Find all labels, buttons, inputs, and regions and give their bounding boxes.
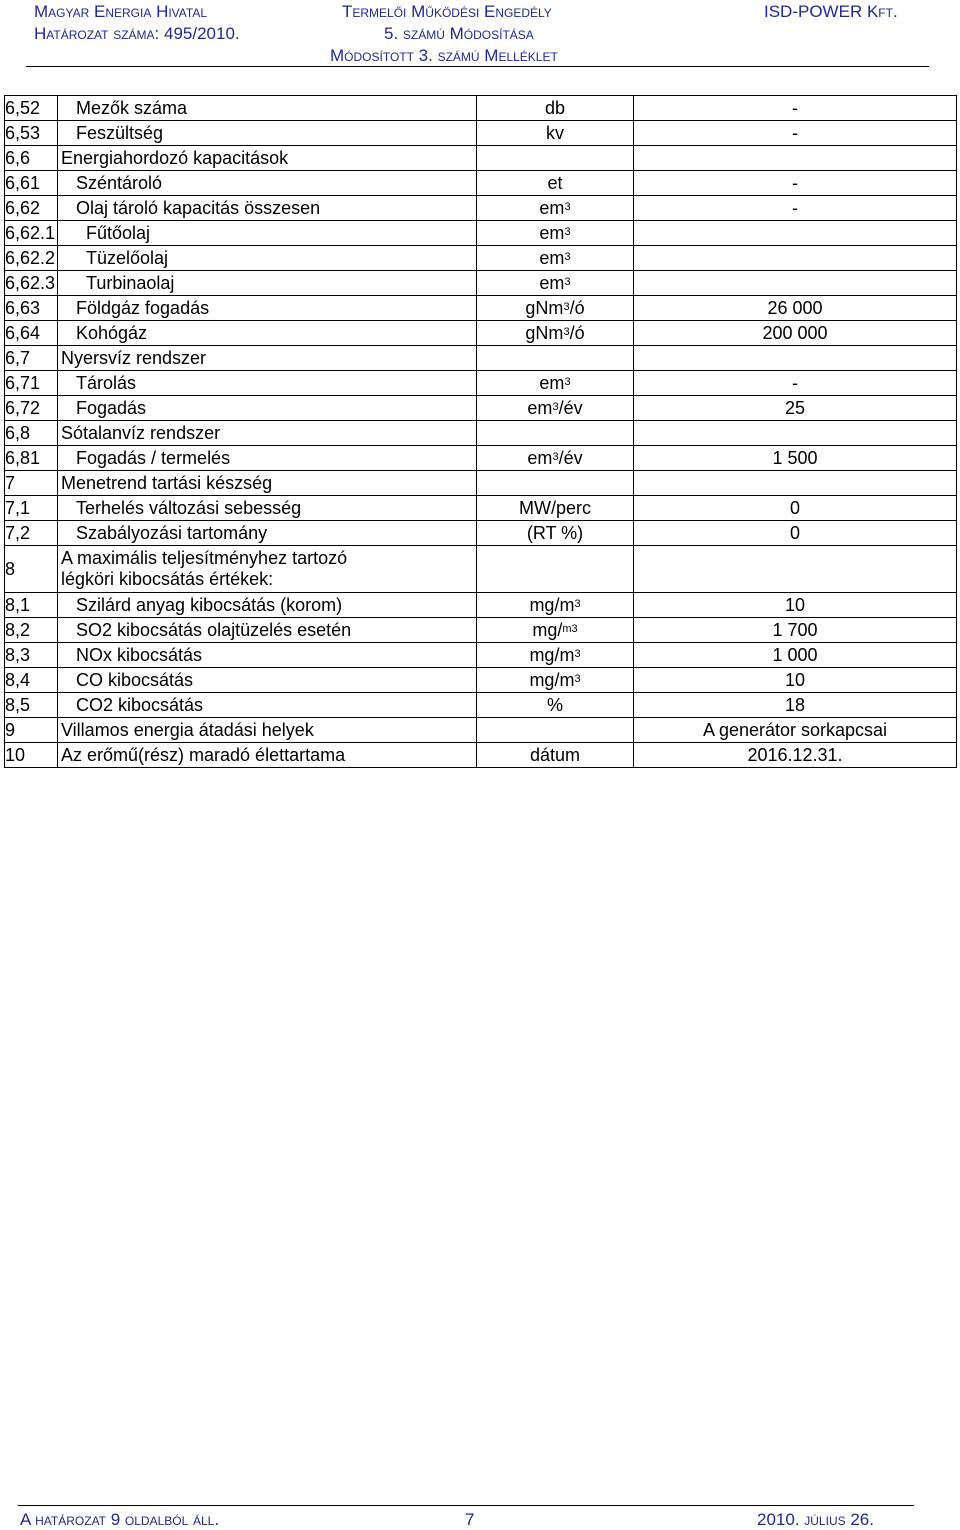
unit-text: em [539,223,565,243]
decision-number: Határozat száma: 495/2010. [34,24,240,43]
row-number: 7 [5,471,58,496]
row-number: 6,7 [5,346,58,371]
unit-superscript: 3 [552,401,559,413]
row-number: 6,62 [5,196,58,221]
row-name-line1: A maximális teljesítményhez tartozó [61,548,348,569]
unit-superscript: 3 [574,648,581,660]
table-row [5,146,957,171]
header-decision-number [34,24,240,44]
unit-text: em [539,198,565,218]
unit-text: (RT %) [526,523,584,543]
unit-text: em [527,448,553,468]
row-value [634,471,957,496]
row-name: Szabályozási tartomány [58,521,477,546]
row-name: Fogadás [58,396,477,421]
row-number: 8,2 [5,618,58,643]
row-value: 10 [634,593,957,618]
unit-superscript: 3 [552,451,559,463]
unit-text: em [539,273,565,293]
table-row [5,321,957,346]
row-name: Olaj tároló kapacitás összesen [58,196,477,221]
data-table [4,95,957,768]
row-value: 25 [634,396,957,421]
row-name: Tárolás [58,371,477,396]
table-row [5,421,957,446]
table-row [5,221,957,246]
unit-superscript: 3 [564,226,571,238]
row-unit [477,196,634,221]
row-unit [477,346,634,371]
row-unit [477,546,634,593]
table-row [5,446,957,471]
page-count-text: A határozat 9 oldalból áll. [20,1510,220,1529]
unit-superscript: 3 [564,376,571,388]
row-value [634,346,957,371]
table-row [5,693,957,718]
row-name: Turbinaolaj [58,271,477,296]
row-value: 200 000 [634,321,957,346]
row-name: Menetrend tartási készség [58,471,477,496]
footer-page-number [465,1510,474,1530]
row-value: 0 [634,521,957,546]
unit-superscript: 3 [564,276,571,288]
row-name: Fogadás / termelés [58,446,477,471]
row-name: Sótalanvíz rendszer [58,421,477,446]
unit-text: db [544,98,566,118]
unit-text: kv [546,123,564,143]
unit-superscript: 3 [563,326,570,338]
row-value: 0 [634,496,957,521]
row-name: Feszültség [58,121,477,146]
table-row [5,593,957,618]
row-number: 8,4 [5,668,58,693]
table-row [5,121,957,146]
table-row [5,271,957,296]
table-row [5,246,957,271]
row-number: 6,81 [5,446,58,471]
row-number: 6,53 [5,121,58,146]
row-name: Fűtőolaj [58,221,477,246]
row-unit [477,668,634,693]
row-unit [477,743,634,768]
row-name: CO kibocsátás [58,668,477,693]
header-license-title [342,2,552,22]
row-value: - [634,121,957,146]
row-name: Széntároló [58,171,477,196]
header-modification [384,24,534,44]
row-value: 26 000 [634,296,957,321]
row-unit [477,221,634,246]
row-unit [477,396,634,421]
unit-superscript: m3 [562,623,578,635]
row-unit [477,121,634,146]
company-name: ISD-POWER Kft. [764,2,898,21]
unit-superscript: 3 [564,251,571,263]
row-value: - [634,171,957,196]
row-value: - [634,371,957,396]
row-number: 6,62.1 [5,221,58,246]
row-value: - [634,96,957,121]
row-number: 6,52 [5,96,58,121]
row-number: 6,72 [5,396,58,421]
unit-suffix: /év [558,398,583,418]
row-unit [477,96,634,121]
row-number: 7,2 [5,521,58,546]
row-name: NOx kibocsátás [58,643,477,668]
row-value: 2016.12.31. [634,743,957,768]
row-number: 8,1 [5,593,58,618]
row-name-line2: légköri kibocsátás értékek: [61,569,274,589]
row-number: 6,64 [5,321,58,346]
unit-superscript: 3 [563,301,570,313]
table-row [5,546,957,593]
row-value [634,271,957,296]
header-authority [34,2,207,22]
table-row [5,718,957,743]
modification-number: 5. számú Módosítása [384,24,534,43]
table-row [5,96,957,121]
unit-text: mg/m [529,670,575,690]
appendix-label: Módosított 3. számú Melléklet [330,46,558,65]
unit-text: MW/perc [519,498,591,518]
row-number: 6,62.2 [5,246,58,271]
footer-date-text: 2010. július 26. [757,1510,874,1529]
row-value [634,146,957,171]
row-number: 8 [5,546,58,593]
row-value: - [634,196,957,221]
header-company [764,2,898,22]
row-number: 6,62.3 [5,271,58,296]
table-row [5,496,957,521]
row-name: Mezők száma [58,96,477,121]
row-number: 9 [5,718,58,743]
row-value: 1 500 [634,446,957,471]
row-value: 10 [634,668,957,693]
row-unit [477,371,634,396]
row-number: 8,3 [5,643,58,668]
data-table-body [5,96,957,768]
row-unit [477,171,634,196]
row-unit [477,718,634,743]
row-number: 6,71 [5,371,58,396]
footer-date [757,1510,874,1530]
license-title: Termelői Működési Engedély [342,2,552,21]
row-name: Energiahordozó kapacitások [58,146,477,171]
row-value [634,546,957,593]
unit-text: gNm [525,298,564,318]
row-unit [477,593,634,618]
row-value [634,221,957,246]
unit-suffix: /ó [569,323,585,343]
row-name: Villamos energia átadási helyek [58,718,477,743]
row-unit [477,693,634,718]
unit-superscript: 3 [574,673,581,685]
header-rule [26,66,929,67]
row-name: Tüzelőolaj [58,246,477,271]
unit-text: % [546,695,563,715]
table-row [5,618,957,643]
row-unit [477,618,634,643]
unit-text: gNm [525,323,564,343]
row-number: 7,1 [5,496,58,521]
unit-suffix: /ó [569,298,585,318]
row-name: Földgáz fogadás [58,296,477,321]
unit-superscript: 3 [564,201,571,213]
table-row [5,296,957,321]
row-name: Nyersvíz rendszer [58,346,477,371]
unit-text: mg/ [532,620,563,640]
table-row [5,643,957,668]
table-row [5,196,957,221]
row-value: 18 [634,693,957,718]
row-name [58,546,477,593]
row-unit [477,643,634,668]
table-row [5,396,957,421]
row-number: 6,8 [5,421,58,446]
row-name: Szilárd anyag kibocsátás (korom) [58,593,477,618]
row-number: 6,6 [5,146,58,171]
unit-text: em [539,248,565,268]
table-row [5,471,957,496]
footer-rule [18,1505,914,1506]
unit-text: dátum [529,745,581,765]
row-number: 10 [5,743,58,768]
row-number: 8,5 [5,693,58,718]
row-unit [477,146,634,171]
row-unit [477,246,634,271]
table-row [5,346,957,371]
row-unit [477,421,634,446]
footer-page-count [20,1510,219,1530]
row-unit [477,321,634,346]
row-unit [477,296,634,321]
row-value: 1 000 [634,643,957,668]
unit-suffix: /év [558,448,583,468]
table-row [5,668,957,693]
row-name: SO2 kibocsátás olajtüzelés esetén [58,618,477,643]
table-row [5,521,957,546]
row-name: Az erőmű(rész) maradó élettartama [58,743,477,768]
table-row [5,743,957,768]
row-unit [477,271,634,296]
row-value: A generátor sorkapcsai [634,718,957,743]
unit-text: mg/m [529,645,575,665]
unit-text: em [539,373,565,393]
row-number: 6,61 [5,171,58,196]
unit-text: mg/m [529,595,575,615]
row-value [634,246,957,271]
row-name: Terhelés változási sebesség [58,496,477,521]
row-unit [477,471,634,496]
row-number: 6,63 [5,296,58,321]
row-value: 1 700 [634,618,957,643]
row-unit [477,521,634,546]
table-row [5,371,957,396]
row-value [634,421,957,446]
row-unit [477,446,634,471]
unit-superscript: 3 [574,598,581,610]
row-name: Kohógáz [58,321,477,346]
header-appendix [330,46,558,66]
unit-text: et [547,173,563,193]
authority-name: Magyar Energia Hivatal [34,2,208,21]
table-row [5,171,957,196]
row-name: CO2 kibocsátás [58,693,477,718]
row-unit [477,496,634,521]
unit-text: em [527,398,553,418]
page-number: 7 [465,1510,475,1529]
